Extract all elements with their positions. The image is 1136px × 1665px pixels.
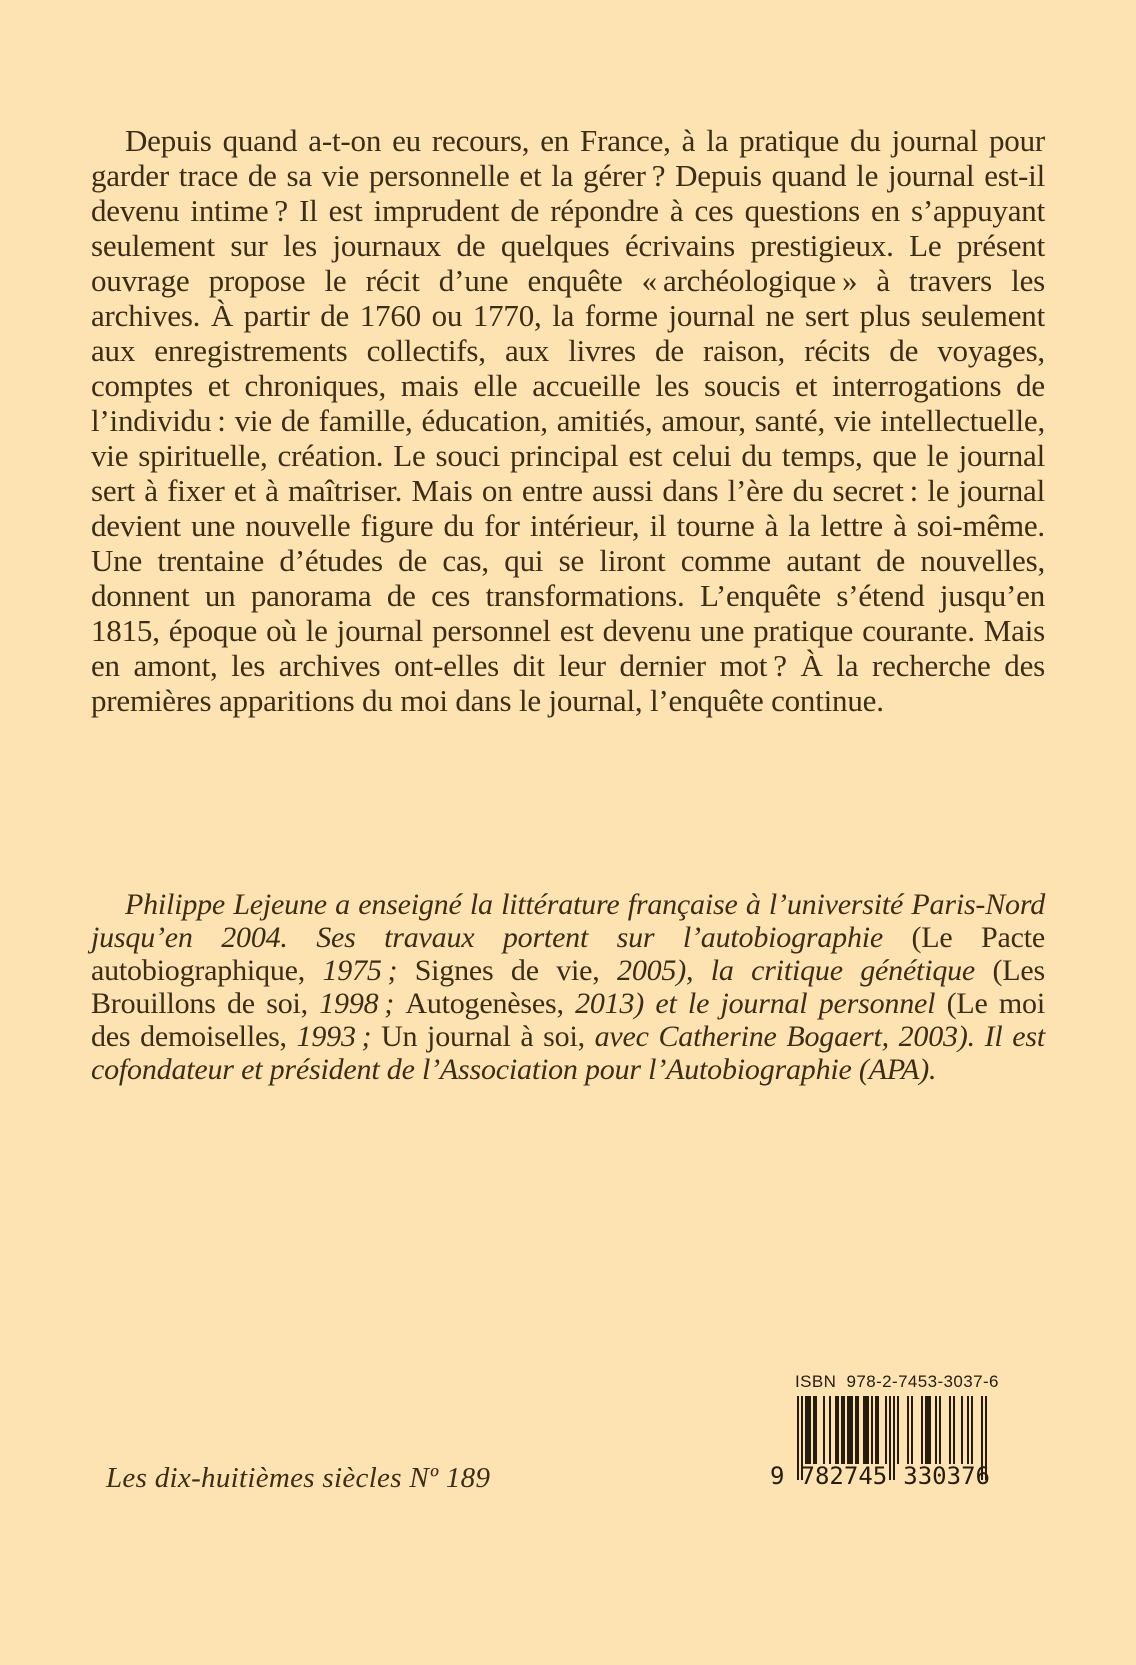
barcode-bar xyxy=(935,1396,937,1464)
barcode-bar xyxy=(921,1396,923,1464)
series-line: Les dix-huitièmes siècles Nº 189 xyxy=(106,1462,491,1494)
bio-segment: (Le Pacte autobiographique, xyxy=(91,921,1045,987)
barcode-bar xyxy=(949,1396,951,1464)
barcode-bar xyxy=(823,1396,825,1464)
barcode-digit-group-1: 782745 xyxy=(800,1462,888,1490)
barcode-bar xyxy=(885,1396,887,1464)
barcode-bar xyxy=(877,1396,879,1464)
synopsis-paragraph: Depuis quand a-t-on eu recours, en France, à la pratique du journal pour garder trace de sa vie personnelle et la gérer ? Depuis quand le journal est-il devenu intime ? Il est imprudent de répondre à ces questions en s’appuyant seulement sur les journaux de quelques écrivains prestigieux. Le présent ouvrage propose le récit d’une enquête « archéologique » à travers les archives. À partir de 1760 ou 1770, la forme journal ne sert plus seulement aux enregistrements collectifs, aux livres de raison, récits de voyages, comptes et chroniques, mais elle accueille les soucis et interrogations de l’individu : vie de famille, éducation, amitiés, amour, santé, vie intellectuelle, vie spirituelle, création. Le souci principal est celui du temps, que le journal sert à fixer et à maîtriser. Mais on entre aussi dans l’ère du secret : le journal devient une nouvelle figure du for intérieur, il tourne à la lettre à soi-même. Une trentaine d’études de cas, qui se liront comme autant de nouvelles, donnent un panorama de ces transformations. L’enquête s’étend jusqu’en 1815, époque où le journal personnel est devenu une pratique courante. Mais en amont, les archives ont-elles dit leur dernier mot ? À la recherche des premières apparitions du moi dans le journal, l’enquête continue. xyxy=(91,123,1045,718)
barcode-bar xyxy=(971,1396,973,1464)
barcode-digits xyxy=(770,1462,990,1490)
barcode-bar xyxy=(961,1396,963,1464)
barcode-bar xyxy=(953,1396,955,1464)
bio-segment: 1993 ; xyxy=(286,1020,382,1053)
barcode-bar xyxy=(939,1396,941,1464)
barcode-digit-left: 9 xyxy=(770,1462,785,1490)
bio-segment: 2005), la critique génétique xyxy=(599,954,993,987)
isbn-text: ISBN 978-2-7453-3037-6 xyxy=(795,1372,999,1391)
bio-segment: Signes de vie, xyxy=(414,954,600,987)
barcode-bar xyxy=(867,1396,869,1464)
barcode-digit-group-2: 330376 xyxy=(903,1462,990,1490)
barcode-bar xyxy=(829,1396,831,1464)
bio-segment: Philippe Lejeune a enseigné la littérature française à l’université Paris-Nord jusqu’en 2004. Ses travaux portent sur l’autobiographie xyxy=(91,888,1045,954)
barcode-bar xyxy=(843,1396,845,1464)
bio-segment: avec Catherine Bogaert, 2003). Il est cofondateur et président de l’Association pour l’Autobiographie (APA). xyxy=(91,1020,1045,1086)
bio-segment: (Le moi des demoiselles, xyxy=(91,987,1045,1053)
bio-segment: Un journal à soi, xyxy=(381,1020,585,1053)
bio-segment: 1975 ; xyxy=(305,954,415,987)
bio-segment: 2013) et le journal personnel xyxy=(563,987,947,1020)
barcode-bar xyxy=(809,1396,811,1464)
bio-segment: (Les Brouillons de soi, xyxy=(91,954,1045,1020)
barcode-bar xyxy=(815,1396,817,1464)
barcode-bar xyxy=(911,1396,913,1464)
barcode-bar xyxy=(907,1396,909,1464)
barcode-bar xyxy=(967,1396,969,1464)
barcode-bar xyxy=(871,1396,873,1464)
barcode-bar xyxy=(837,1396,839,1464)
author-bio-paragraph xyxy=(91,888,1045,1086)
bio-segment: Autogenèses, xyxy=(405,987,564,1020)
barcode-bar xyxy=(851,1396,853,1464)
barcode-bar xyxy=(857,1396,859,1464)
barcode-bar xyxy=(897,1396,899,1464)
barcode-bar xyxy=(929,1396,931,1464)
bio-segment: 1998 ; xyxy=(307,987,406,1020)
